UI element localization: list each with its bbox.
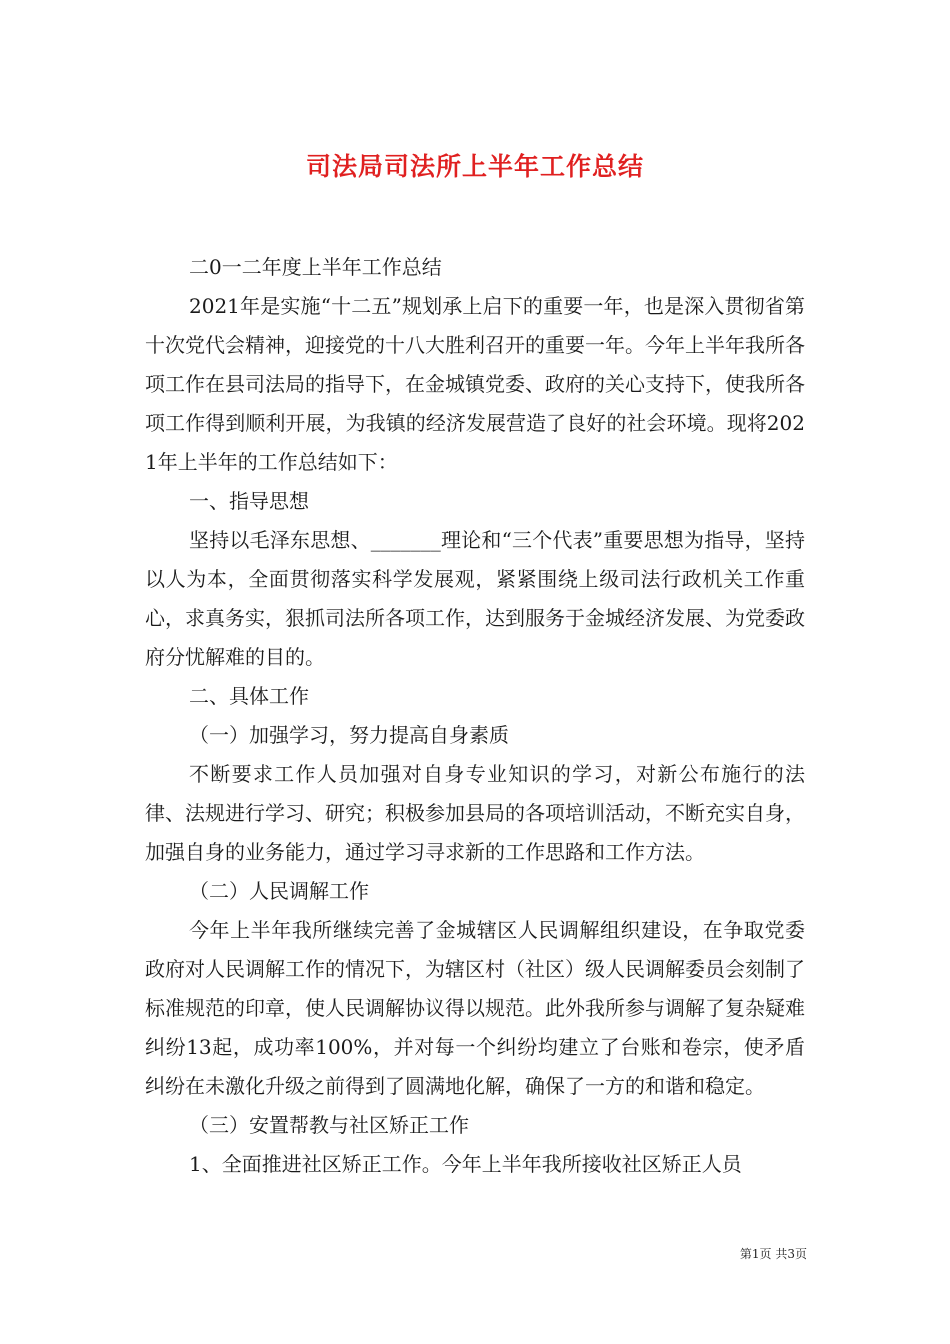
- guiding-ideology-paragraph: 坚持以毛泽东思想、_______理论和“三个代表”重要思想为指导，坚持以人为本，全面贯彻落实科学发展观，紧紧围绕上级司法行政机关工作重心，求真务实，狠抓司法所各项工作，达到服务于金城经济发展、为党委政府分忧解难的目的。: [145, 528, 805, 669]
- page-number: 第1页 共3页: [739, 1247, 807, 1261]
- section-heading-specific-work: 二、具体工作: [189, 684, 309, 708]
- mediation-paragraph: 今年上半年我所继续完善了金城辖区人民调解组织建设，在争取党委政府对人民调解工作的情况下，为辖区村（社区）级人民调解委员会刻制了标准规范的印章，使人民调解协议得以规范。此外我所参与调解了复杂疑难纠纷13起，成功率100%，并对每一个纠纷均建立了台账和卷宗，使矛盾纠纷在未激化升级之前得到了圆满地化解，确保了一方的和谐和稳定。: [145, 918, 805, 1098]
- correction-paragraph: 1、全面推进社区矫正工作。今年上半年我所接收社区矫正人员: [189, 1152, 742, 1176]
- subtitle-paragraph: 二0一二年度上半年工作总结: [189, 255, 442, 279]
- subsection-heading-correction: （三）安置帮教与社区矫正工作: [189, 1113, 469, 1137]
- section-heading-guiding-ideology: 一、指导思想: [189, 489, 309, 513]
- subsection-heading-mediation: （二）人民调解工作: [189, 879, 369, 903]
- subsection-heading-study: （一）加强学习，努力提高自身素质: [189, 723, 509, 747]
- document-body: [145, 248, 805, 1184]
- intro-paragraph: 2021年是实施“十二五”规划承上启下的重要一年，也是深入贯彻省第十次党代会精神，迎接党的十八大胜利召开的重要一年。今年上半年我所各项工作在县司法局的指导下，在金城镇党委、政府的关心支持下，使我所各项工作得到顺利开展，为我镇的经济发展营造了良好的社会环境。现将2021年上半年的工作总结如下：: [145, 294, 805, 474]
- study-paragraph: 不断要求工作人员加强对自身专业知识的学习，对新公布施行的法律、法规进行学习、研究；积极参加县局的各项培训活动，不断充实自身，加强自身的业务能力，通过学习寻求新的工作思路和工作方法。: [145, 762, 805, 864]
- document-title: 司法局司法所上半年工作总结: [305, 151, 644, 181]
